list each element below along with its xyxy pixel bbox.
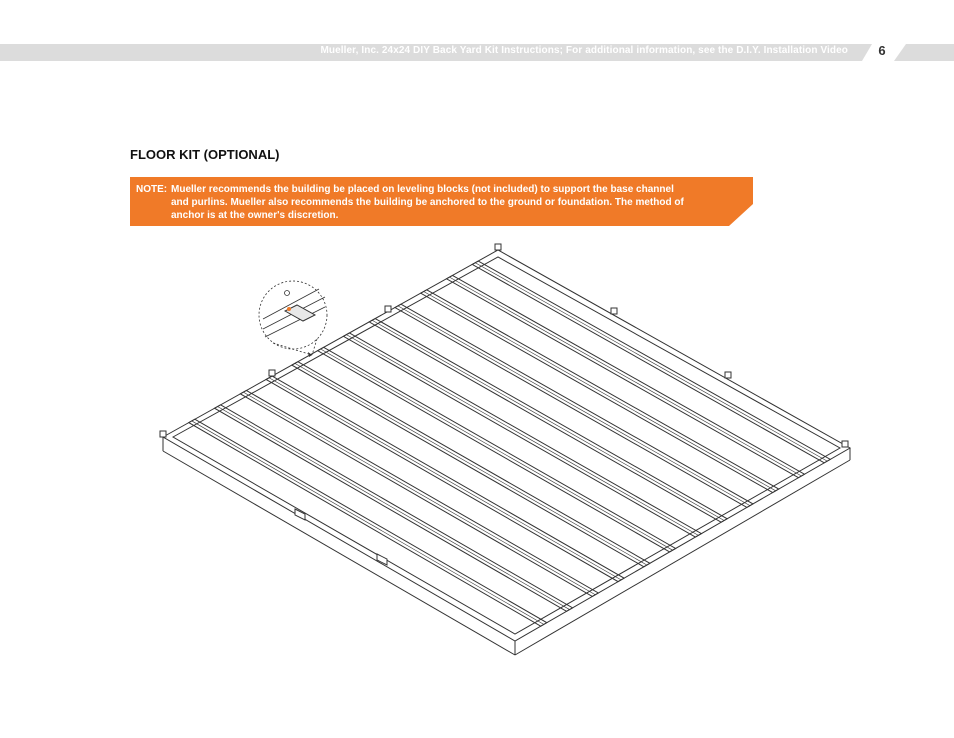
purlin-groove-7 bbox=[346, 335, 698, 536]
bracket-tab-3 bbox=[385, 306, 391, 312]
purlin-groove-4 bbox=[269, 378, 621, 580]
bracket-tab-4 bbox=[495, 244, 501, 250]
bracket-tab-6 bbox=[725, 372, 731, 378]
bracket-tab-1 bbox=[160, 431, 166, 437]
note-line-3: anchor is at the owner's discretion. bbox=[171, 210, 339, 221]
header-title: Mueller, Inc. 24x24 DIY Back Yard Kit Instructions; For additional information, see the D.I.Y. Installation Video bbox=[320, 45, 848, 56]
frame-bottom-front bbox=[163, 451, 515, 655]
bracket-tab-5 bbox=[611, 308, 617, 314]
bracket-tab-2 bbox=[269, 370, 275, 376]
purlin-groove-6 bbox=[321, 349, 673, 550]
purlin-groove-1 bbox=[192, 421, 544, 624]
detail-screw-point bbox=[288, 308, 291, 311]
purlin-groove-5 bbox=[295, 363, 647, 565]
section-title: FLOOR KIT (OPTIONAL) bbox=[130, 147, 280, 162]
purlin-groove-11 bbox=[449, 277, 801, 476]
frame-bottom-side bbox=[515, 460, 850, 655]
purlin-groove-8 bbox=[372, 320, 724, 520]
bracket-tab-7 bbox=[842, 441, 848, 447]
purlin-groove-3 bbox=[243, 392, 595, 595]
floor-kit-diagram bbox=[150, 240, 860, 660]
note-line-2: and purlins. Mueller also recommends the building be anchored to the ground or foundation. The method of bbox=[171, 197, 684, 208]
page-number: 6 bbox=[878, 43, 886, 58]
note-label: NOTE: bbox=[136, 184, 168, 195]
purlin-groove-2 bbox=[218, 407, 570, 610]
purlin-groove-9 bbox=[398, 306, 750, 506]
purlin-groove-12 bbox=[475, 263, 827, 461]
note-box bbox=[130, 177, 753, 226]
purlin-groove-10 bbox=[424, 291, 776, 490]
detail-screw bbox=[285, 291, 290, 296]
note-line-1: Mueller recommends the building be placed on leveling blocks (not included) to support the base channel bbox=[171, 184, 674, 195]
